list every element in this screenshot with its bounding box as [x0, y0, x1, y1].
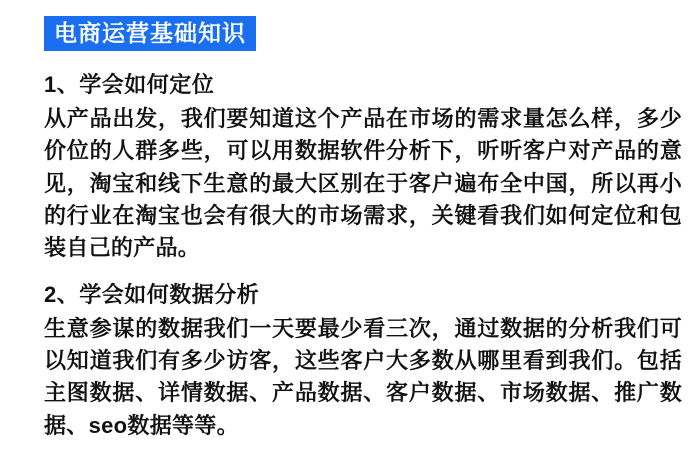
section-2-heading: 2、学会如何数据分析 — [44, 281, 260, 307]
section-1 — [44, 69, 682, 265]
section-1-body: 从产品出发，我们要知道这个产品在市场的需求量怎么样，多少价位的人群多些，可以用数据软件分析下，听听客户对产品的意见，淘宝和线下生意的最大区别在于客户遍布全中国，所以再小的行业在淘宝也会有很大的市场需求，关键看我们如何定位和包装自己的产品。 — [44, 106, 682, 261]
section-2-body: 生意参谋的数据我们一天要最少看三次，通过数据的分析我们可以知道我们有多少访客，这些客户大多数从哪里看到我们。包括主图数据、详情数据、产品数据、客户数据、市场数据、推广数据、seo数据等等。 — [44, 315, 682, 438]
section-2 — [44, 279, 682, 442]
section-1-heading: 1、学会如何定位 — [44, 72, 215, 98]
document-title-wrapper — [44, 16, 256, 51]
page-title: 电商运营基础知识 — [44, 16, 256, 51]
